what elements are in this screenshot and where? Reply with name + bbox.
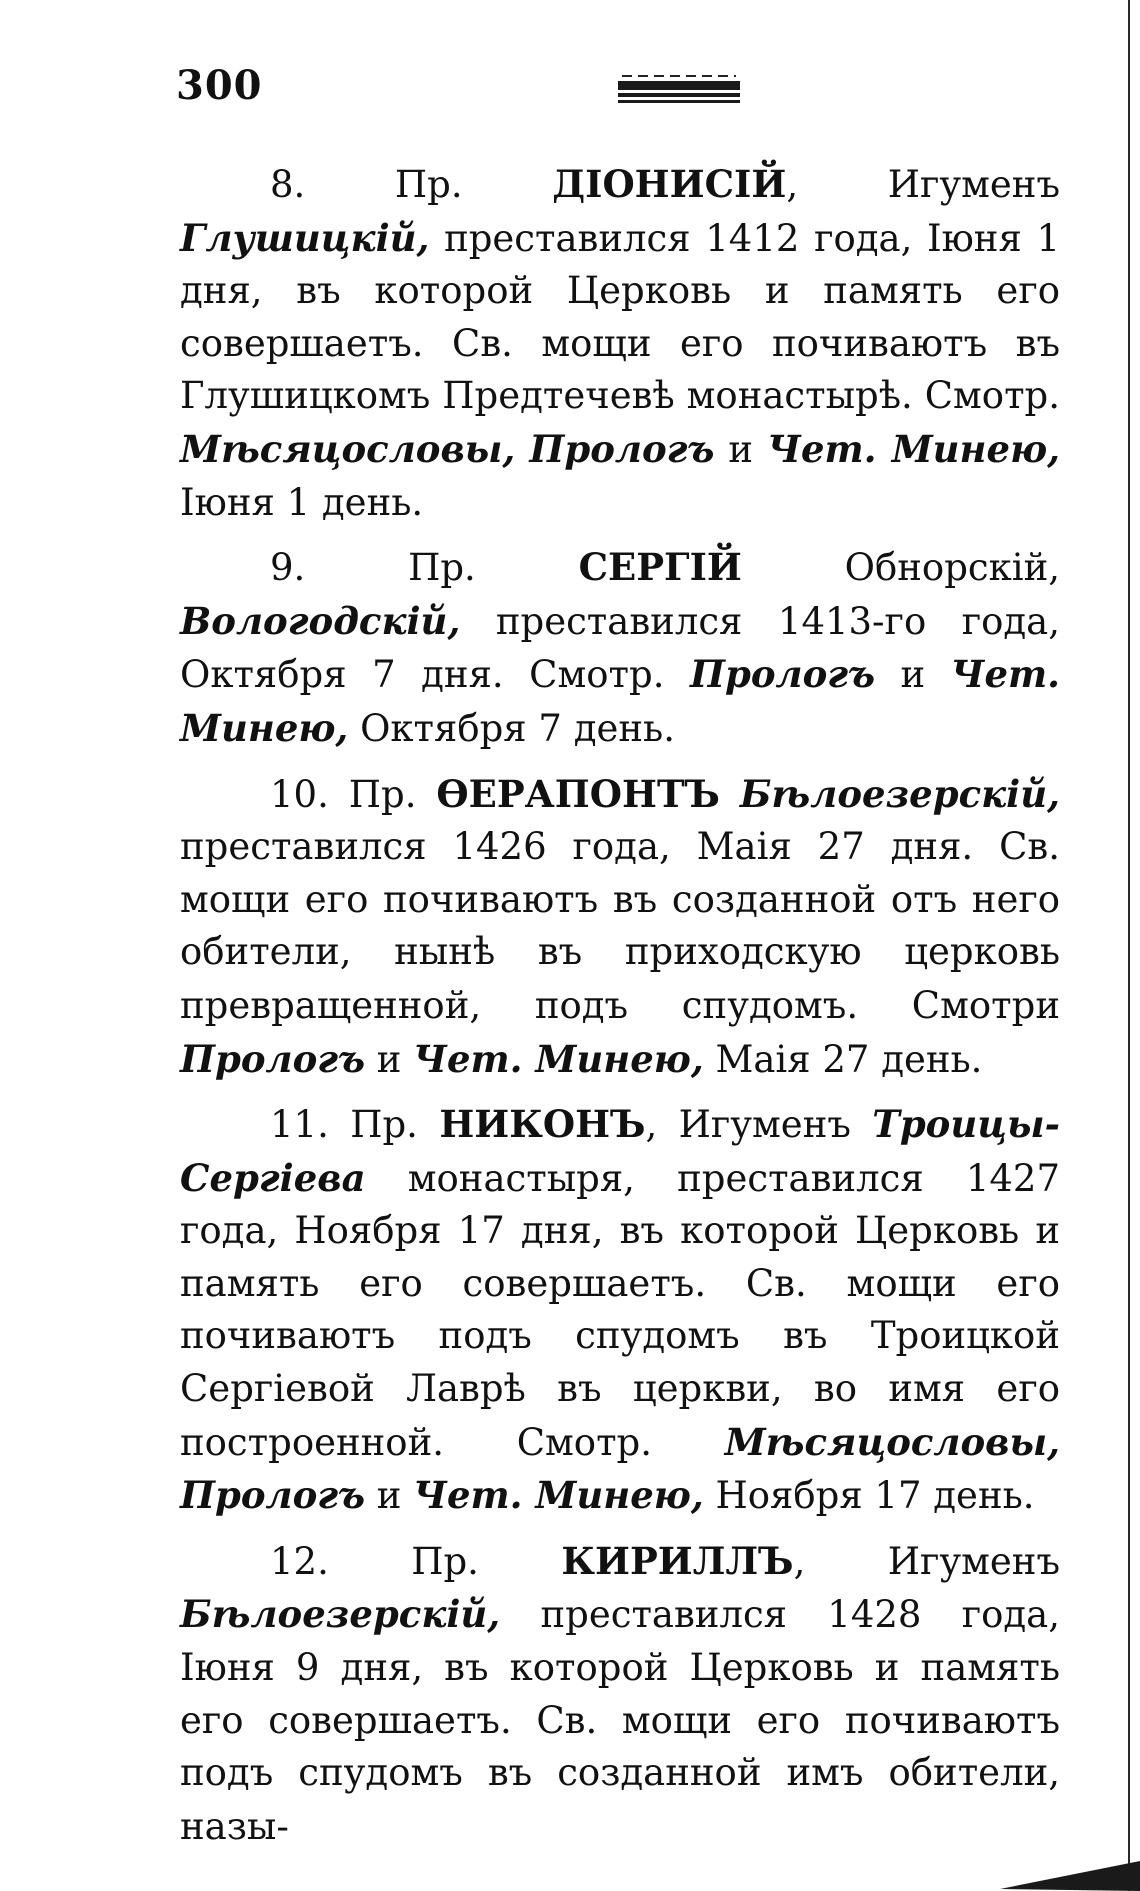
saint-name: КИРИЛЛЪ xyxy=(561,1538,794,1583)
entry-body: преставился 1428 года, Іюня 9 дня, въ которой Церковь и память его совершаетъ. Св. мощи его почиваютъ подъ спудомъ въ созданной имъ обители, назы- xyxy=(180,1593,1060,1848)
place-name: Бѣлоезерскій, xyxy=(180,1592,501,1637)
entry-date: Ноября 17 день. xyxy=(703,1474,1035,1518)
entry-body: монастыря, преставился 1427 года, Ноября 17 дня, въ которой Церковь и память его совершаетъ. Св. мощи его почиваютъ подъ спудомъ въ Троицкой Сергіевой Лаврѣ въ церкви, во имя его построенной. Смотр. xyxy=(180,1156,1060,1464)
entry-date: Октября 7 день. xyxy=(348,706,675,750)
entry-lead: 9. Пр. xyxy=(270,546,579,590)
saint-name: НИКОНЪ xyxy=(439,1102,646,1147)
entry-date: Маія 27 день. xyxy=(703,1037,983,1081)
page-edge-line xyxy=(1128,0,1130,1891)
entry-body: преставился 1412 года, Іюня 1 дня, въ которой Церковь и память его совершаетъ. Св. мощи его почиваютъ въ Глушицкомъ Предтечевѣ монастырѣ. Смотр. xyxy=(180,216,1060,418)
page-number: 300 xyxy=(176,62,263,109)
headpiece-ornament xyxy=(616,72,742,106)
entry-body: преставился 1426 года, Маія 27 дня. Св. мощи его почиваютъ въ созданной отъ него обители, нынѣ въ приходскую церковь превращенной, подъ спудомъ. Смотри xyxy=(180,825,1060,1027)
text-column xyxy=(180,158,1060,1853)
entry-ferapont xyxy=(180,768,1060,1087)
separator: и xyxy=(714,427,768,471)
entry-title: , Игуменъ xyxy=(645,1103,873,1147)
reference-chet-mineya: Чет. Минею, xyxy=(767,426,1061,471)
saint-name: ѲЕРАПОНТЪ xyxy=(436,771,720,816)
reference-mesyatseslovy: Мѣсяцословы, xyxy=(724,1419,1060,1464)
reference-prolog: Прологъ xyxy=(689,652,875,697)
reference-chet-mineya: Чет. Минею, xyxy=(413,1473,704,1518)
saint-name: ДІОНИСІЙ xyxy=(552,162,787,206)
entry-title xyxy=(720,773,740,816)
entry-body: преставился 1413-го года, Октября 7 дня. Смотр. xyxy=(180,599,1060,697)
reference-mesyatseslovy: Мѣсяцословы, xyxy=(180,426,516,471)
reference-prolog: Прологъ xyxy=(529,426,715,471)
reference-prolog: Прологъ xyxy=(180,1473,365,1518)
entry-lead: 8. Пр. xyxy=(270,163,553,206)
separator: и xyxy=(364,1474,414,1518)
separator: и xyxy=(364,1037,414,1081)
place-name: Вологодскій, xyxy=(180,598,461,643)
entry-lead: 10. Пр. xyxy=(270,772,437,816)
place-name: Бѣлоезерскій, xyxy=(739,771,1061,816)
entry-dionisiy xyxy=(180,158,1060,529)
entry-lead: 11. Пр. xyxy=(270,1103,440,1147)
entry-title: Обнорскій, xyxy=(741,546,1060,590)
entry-nikon xyxy=(180,1098,1060,1523)
separator xyxy=(515,428,529,471)
entry-kirill xyxy=(180,1535,1060,1854)
page-corner-curl xyxy=(1000,1841,1140,1891)
entry-title: , Игуменъ xyxy=(786,163,1060,206)
saint-name: СЕРГІЙ xyxy=(578,545,742,590)
entry-title: , Игуменъ xyxy=(793,1539,1061,1583)
separator: и xyxy=(874,653,951,697)
entry-date: Іюня 1 день. xyxy=(180,480,424,524)
entry-sergiy xyxy=(180,541,1060,755)
place-name: Глушицкій, xyxy=(180,215,430,260)
reference-prolog: Прологъ xyxy=(180,1036,365,1081)
entry-lead: 12. Пр. xyxy=(270,1539,562,1583)
reference-chet-mineya: Чет. Минею, xyxy=(413,1036,704,1081)
reference-chet-mineya: Чет. Минею, xyxy=(180,652,1061,750)
place-name: Троицы-Сергіева xyxy=(180,1102,1060,1200)
